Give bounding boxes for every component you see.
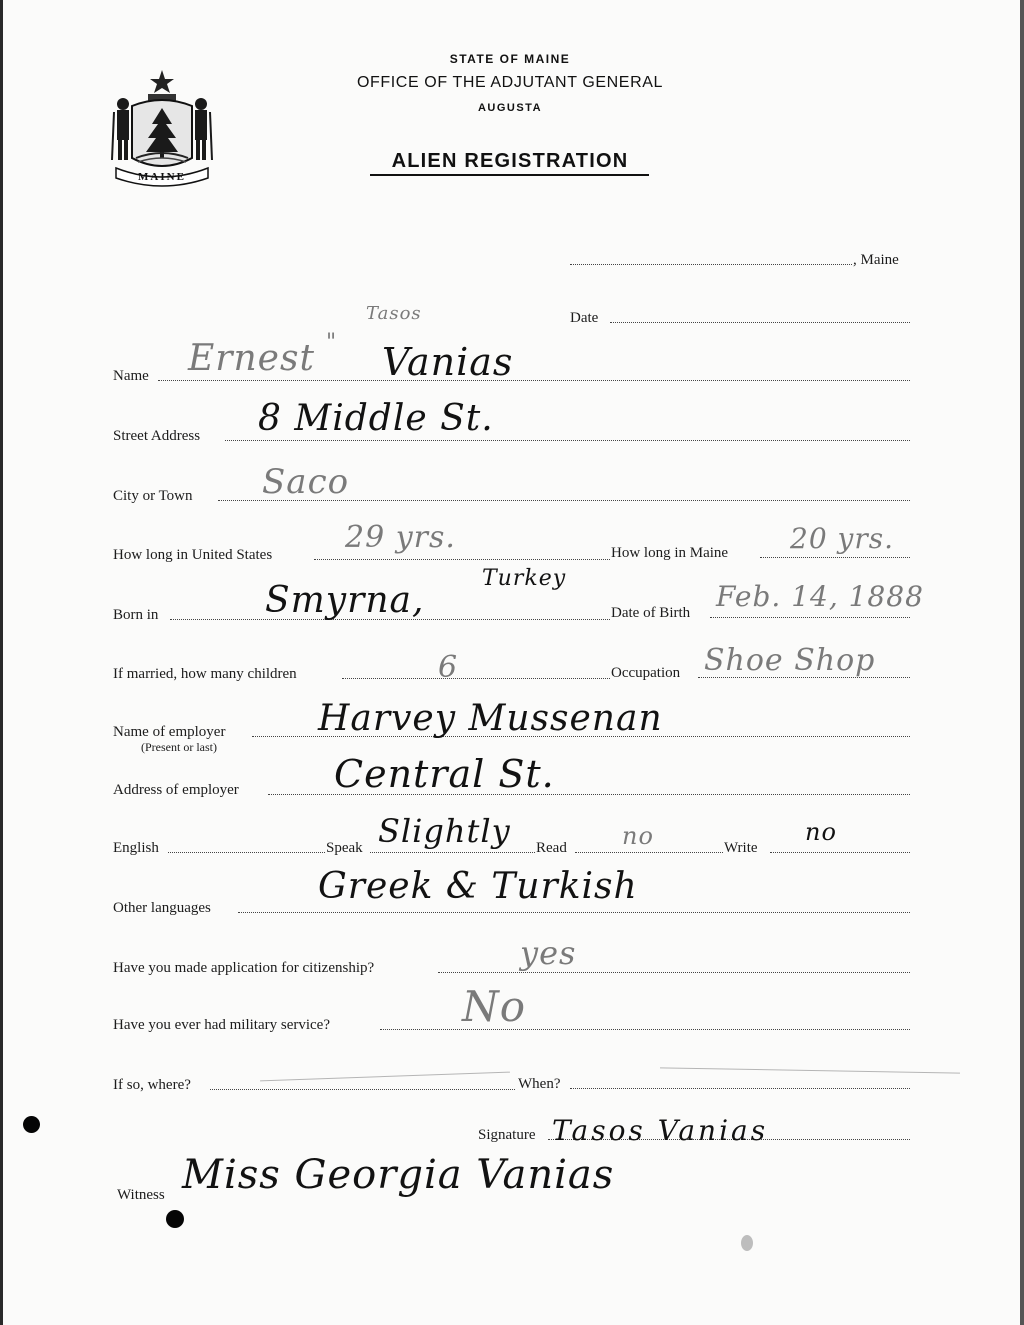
signature-entry: Tasos Vanias bbox=[552, 1114, 769, 1147]
born-in-country-entry: Turkey bbox=[482, 566, 567, 591]
star-icon bbox=[150, 70, 174, 93]
farmer-figure-icon bbox=[112, 98, 129, 160]
street-address-entry: 8 Middle St. bbox=[258, 398, 494, 439]
city-or-town-entry: Saco bbox=[262, 462, 350, 502]
english-speak-entry: Slightly bbox=[378, 812, 511, 850]
maine-seal-emblem bbox=[108, 64, 216, 188]
punch-hole-upper bbox=[23, 1116, 40, 1133]
employer-name-label: Name of employer bbox=[113, 724, 226, 740]
when-label: When? bbox=[518, 1076, 561, 1092]
date-of-birth-label: Date of Birth bbox=[611, 605, 691, 621]
ink-blot bbox=[741, 1235, 753, 1251]
read-field-line bbox=[575, 852, 723, 853]
how-long-maine-entry: 20 yrs. bbox=[790, 522, 895, 555]
occupation-label: Occupation bbox=[611, 665, 681, 681]
english-label: English bbox=[113, 840, 159, 856]
other-languages-entry: Greek & Turkish bbox=[318, 866, 638, 907]
employer-address-label: Address of employer bbox=[113, 782, 239, 798]
if-so-where-label: If so, where? bbox=[113, 1077, 191, 1093]
citizenship-label: Have you made application for citizenship? bbox=[113, 960, 375, 976]
city-or-town-label: City or Town bbox=[113, 488, 193, 504]
how-long-maine-label: How long in Maine bbox=[611, 545, 729, 561]
write-label: Write bbox=[724, 840, 758, 856]
other-languages-field-line bbox=[238, 912, 910, 913]
office-heading: OFFICE OF THE ADJUTANT GENERAL bbox=[356, 74, 664, 91]
military-label: Have you ever had military service? bbox=[113, 1017, 330, 1033]
married-children-field-line bbox=[342, 678, 610, 679]
born-in-label: Born in bbox=[113, 607, 159, 623]
english-write-entry: no bbox=[805, 818, 837, 846]
other-languages-label: Other languages bbox=[113, 900, 211, 916]
state-heading: STATE OF MAINE bbox=[449, 52, 571, 66]
how-long-us-field-line bbox=[314, 559, 610, 560]
read-label: Read bbox=[536, 840, 567, 856]
how-long-us-label: How long in United States bbox=[113, 547, 273, 563]
place-suffix-label: , Maine bbox=[853, 252, 899, 268]
citizenship-field-line bbox=[438, 972, 910, 973]
employer-note-label: (Present or last) bbox=[141, 740, 217, 754]
street-address-field-line bbox=[225, 440, 910, 441]
street-address-label: Street Address bbox=[113, 428, 201, 444]
how-long-us-entry: 29 yrs. bbox=[345, 520, 456, 555]
sailor-figure-icon bbox=[195, 98, 212, 160]
place-field-line bbox=[570, 264, 852, 265]
name-alt-entry: Tasos bbox=[366, 303, 422, 324]
military-field-line bbox=[380, 1029, 910, 1030]
signature-label: Signature bbox=[478, 1127, 536, 1143]
employer-address-entry: Central St. bbox=[334, 752, 555, 796]
scan-edge-left bbox=[0, 0, 3, 1325]
speak-label: Speak bbox=[326, 840, 363, 856]
form-title: ALIEN REGISTRATION bbox=[391, 150, 629, 172]
when-field-line bbox=[570, 1088, 910, 1089]
how-long-maine-field-line bbox=[760, 557, 910, 558]
children-entry: 6 bbox=[438, 650, 459, 685]
married-children-label: If married, how many children bbox=[113, 666, 297, 682]
witness-label: Witness bbox=[117, 1187, 165, 1203]
name-quote-entry: " bbox=[326, 330, 338, 355]
name-field-line bbox=[158, 380, 910, 381]
english-read-entry: no bbox=[622, 822, 654, 850]
date-of-birth-field-line bbox=[710, 617, 910, 618]
when-pencil-stroke bbox=[660, 1067, 960, 1073]
name-last-entry: Vanias bbox=[382, 340, 514, 384]
born-in-entry: Smyrna, bbox=[265, 580, 425, 621]
where-pencil-stroke bbox=[260, 1072, 510, 1082]
occupation-entry: Shoe Shop bbox=[704, 643, 876, 678]
write-field-line bbox=[770, 852, 910, 853]
name-first-entry: Ernest bbox=[188, 338, 315, 379]
english-field-line bbox=[168, 852, 325, 853]
date-field-line bbox=[610, 322, 910, 323]
if-so-where-field-line bbox=[210, 1089, 515, 1090]
date-label: Date bbox=[570, 310, 599, 326]
city-heading: AUGUSTA bbox=[477, 102, 543, 114]
seal-banner-text: MAINE bbox=[138, 171, 186, 183]
name-label: Name bbox=[113, 368, 149, 384]
employer-name-entry: Harvey Mussenan bbox=[318, 698, 663, 739]
title-underline bbox=[370, 174, 649, 176]
scan-edge-right bbox=[1020, 0, 1024, 1325]
citizenship-entry: yes bbox=[520, 934, 577, 972]
witness-entry: Miss Georgia Vanias bbox=[182, 1152, 615, 1198]
date-of-birth-entry: Feb. 14, 1888 bbox=[716, 580, 924, 613]
punch-hole-lower bbox=[166, 1210, 184, 1228]
military-entry: No bbox=[462, 982, 527, 1031]
speak-field-line bbox=[370, 852, 535, 853]
